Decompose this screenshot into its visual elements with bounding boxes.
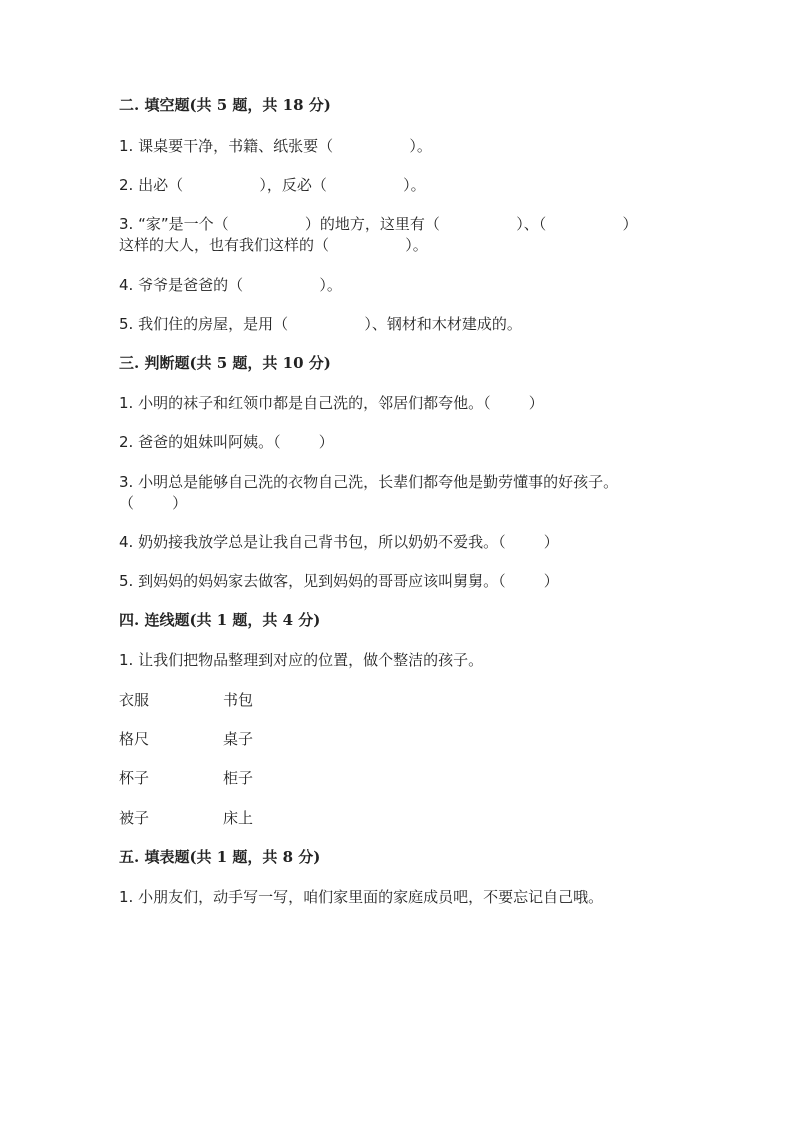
match-right-item: 床上 [223,809,254,827]
judge-question-3-line-2: （ ） [119,494,188,512]
judge-question-2: 2. 爸爸的姐妹叫阿姨。（ ） [119,433,334,451]
section-match-heading: 四. 连线题(共 1 题，共 4 分) [119,611,321,629]
match-right-item: 书包 [223,691,254,709]
fill-question-3-line-1: 3. “家”是一个（ ）的地方，这里有（ ）、（ ） [119,215,638,233]
match-right-item: 柜子 [223,769,254,787]
match-left-item: 被子 [119,809,150,827]
section-judge-heading: 三. 判断题(共 5 题，共 10 分) [119,354,331,372]
fill-question-3-line-2: 这样的大人，也有我们这样的（ ）。 [119,236,428,254]
table-question-1: 1. 小朋友们，动手写一写，咱们家里面的家庭成员吧，不要忘记自己哦。 [119,888,604,906]
judge-question-4: 4. 奶奶接我放学总是让我自己背书包，所以奶奶不爱我。（ ） [119,533,559,551]
section-table-heading: 五. 填表题(共 1 题，共 8 分) [119,848,321,866]
match-question-1: 1. 让我们把物品整理到对应的位置，做个整洁的孩子。 [119,651,484,669]
match-left-item: 衣服 [119,691,150,709]
judge-question-1: 1. 小明的袜子和红领巾都是自己洗的，邻居们都夸他。（ ） [119,394,544,412]
fill-question-1: 1. 课桌要干净，书籍、纸张要（ ）。 [119,137,432,155]
match-left-item: 杯子 [119,769,150,787]
fill-question-4: 4. 爷爷是爸爸的（ ）。 [119,276,342,294]
match-right-item: 桌子 [223,730,254,748]
judge-question-5: 5. 到妈妈的妈妈家去做客，见到妈妈的哥哥应该叫舅舅。（ ） [119,572,559,590]
section-fill-heading: 二. 填空题(共 5 题，共 18 分) [119,96,331,114]
judge-question-3-line-1: 3. 小明总是能够自己洗的衣物自己洗，长辈们都夸他是勤劳懂事的好孩子。 [119,473,619,491]
fill-question-5: 5. 我们住的房屋，是用（ ）、钢材和木材建成的。 [119,315,522,333]
fill-question-2: 2. 出必（ ），反必（ ）。 [119,176,426,194]
match-left-item: 格尺 [119,730,150,748]
